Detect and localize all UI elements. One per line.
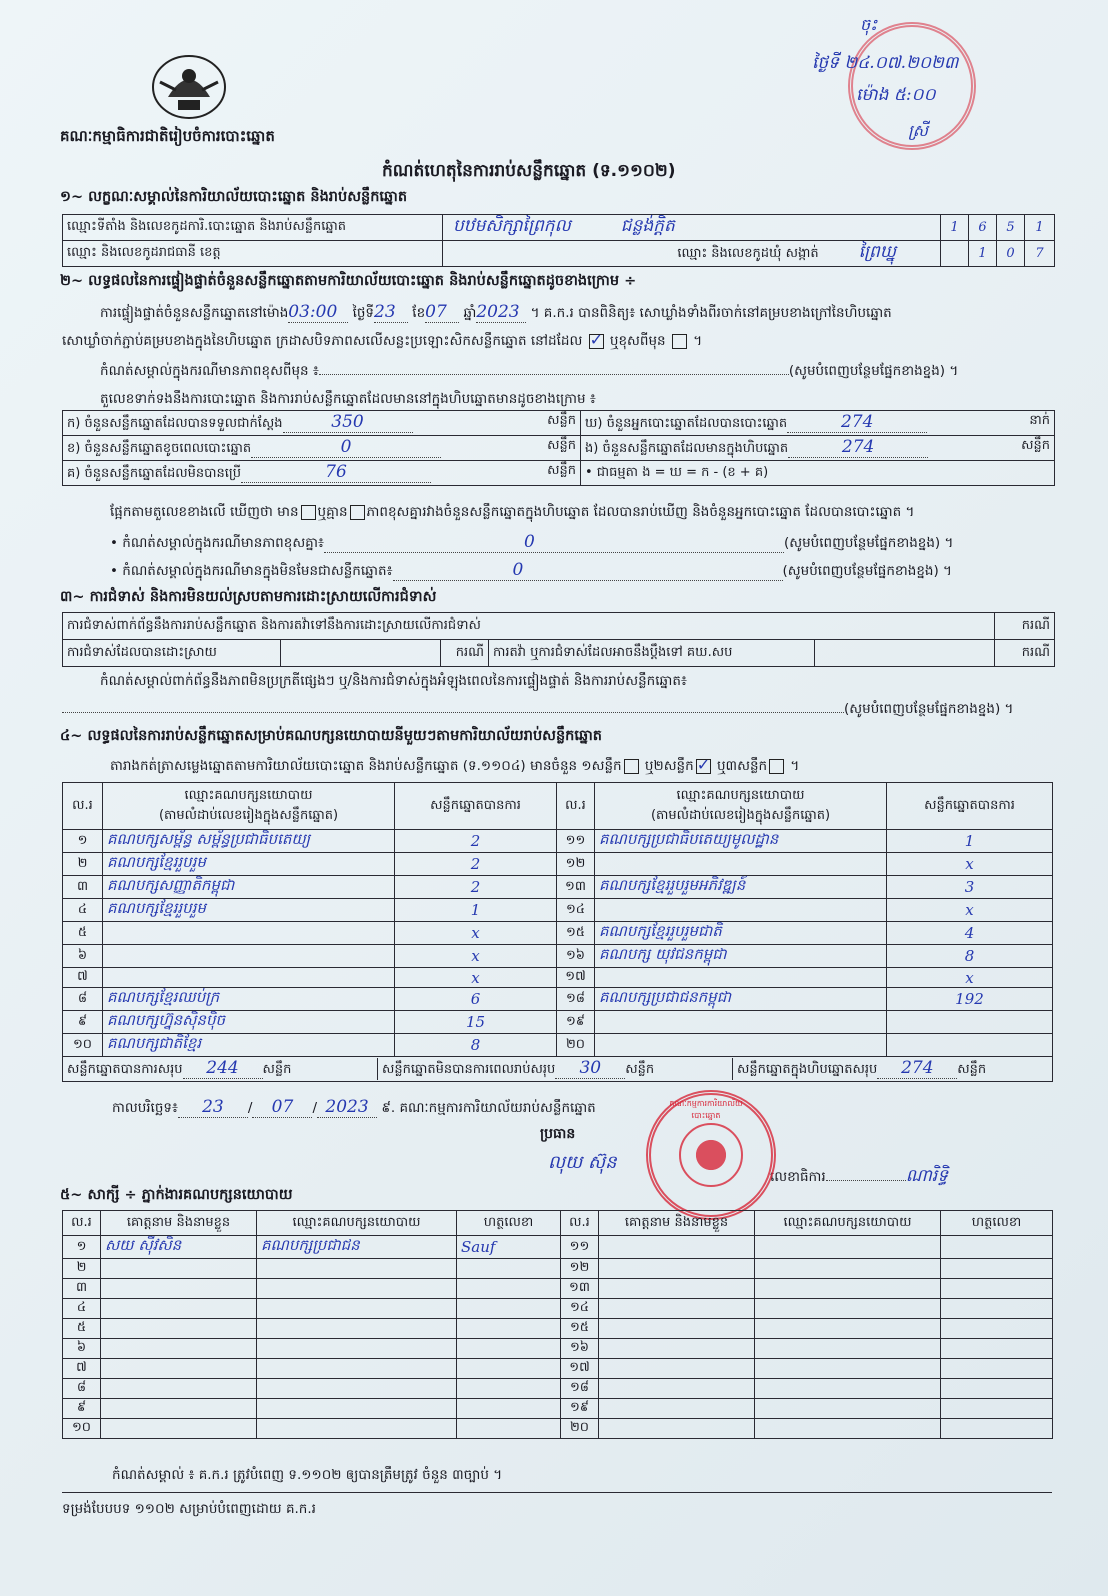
- witness-party: [257, 1379, 457, 1399]
- party-name: [595, 853, 887, 876]
- row-number: ១: [63, 830, 103, 853]
- no-difference-checkbox[interactable]: [350, 505, 365, 520]
- seal-paragraph: សោឃ្លាំចាក់ភ្ជាប់គម្របខាងក្នុងនៃហិបឆ្នោត ក្រដាសបិទភាពសលើសន្លះប្រឡោះសិកសន្លឹកឆ្នោត នៅដដែល ✓ ឬខុសពីមុន ។: [62, 332, 702, 352]
- row-number: ៦: [63, 1339, 101, 1359]
- table-row: [63, 1236, 1053, 1259]
- party-name: [595, 1034, 887, 1057]
- valid-votes: x: [395, 922, 557, 945]
- row-number: ១៩: [557, 1011, 595, 1034]
- valid-votes: 6: [395, 988, 557, 1011]
- site-code-1: 1: [941, 215, 969, 241]
- appeal-label: ការតវ៉ា ឬការជំទាស់ដែលអាចនឹងប្ដឹងទៅ គឃ.សប: [489, 640, 815, 667]
- party-name: គណបក្សប្រជាជនកម្ពុជា: [595, 988, 887, 1011]
- row-number: ១២: [557, 853, 595, 876]
- commune-name: ព្រៃឃ្នុ: [858, 242, 897, 262]
- party-name: គណបក្សជាតិខ្មែរ: [103, 1034, 395, 1057]
- row-number: ៩: [63, 1399, 101, 1419]
- valid-votes: 2: [395, 876, 557, 899]
- witness-name: [101, 1279, 257, 1299]
- irregularity-note-line: (សូមបំពេញបន្ថែមផ្នែកខាងខ្នង) ។: [62, 700, 1013, 720]
- same-as-before-checkbox[interactable]: [589, 334, 604, 349]
- row-number: ១៧: [557, 968, 595, 988]
- site-label: ឈ្មោះទីតាំង និងលេខកូដការិ.បោះឆ្នោត និងរាប់សន្លឹកឆ្នោត: [63, 215, 443, 241]
- party-name: គណបក្សខ្មែរឈប់ក្រ: [103, 988, 395, 1011]
- witness-signature: [941, 1259, 1053, 1279]
- party-name: [103, 922, 395, 945]
- witness-party: [755, 1359, 941, 1379]
- party-name: គណបក្សហ្វ៊ុនស៊ិនប៉ិច: [103, 1011, 395, 1034]
- verify-day: 23: [374, 302, 408, 323]
- witness-signature: [941, 1319, 1053, 1339]
- complaints-table: ការជំទាស់ពាក់ព័ន្ធនឹងការរាប់សន្លឹកឆ្នោត និងការតវ៉ាទៅនឹងការដោះស្រាយលើការជំទាស់ ករណី ការជំទាស់ដែលបានដោះស្រាយ ករណី ការតវ៉ា ឬការជំទាស់ដែលអាចនឹងប្ដឹងទៅ គឃ.សប ករណី: [62, 612, 1055, 667]
- witness-party: [257, 1279, 457, 1299]
- witness-name: [101, 1299, 257, 1319]
- verify-year: 2023: [476, 302, 526, 323]
- stamp-line1: ចុះ: [860, 15, 878, 34]
- row-number: ១១: [557, 830, 595, 853]
- witness-name: [101, 1259, 257, 1279]
- received-ballots: 350: [283, 412, 413, 433]
- valid-votes: 8: [395, 1034, 557, 1057]
- witness-signature: [941, 1339, 1053, 1359]
- table-row: [63, 1399, 1053, 1419]
- witness-name: [599, 1339, 755, 1359]
- witness-signature: [457, 1279, 561, 1299]
- commune-code-3: 7: [1025, 241, 1055, 267]
- section1-table: [62, 214, 1055, 267]
- stamp-date: ថ្ងៃទី ២៤.០៧.២០២៣: [812, 53, 959, 73]
- witness-name: [599, 1379, 755, 1399]
- table-row: [63, 1359, 1053, 1379]
- witness-party: [755, 1399, 941, 1419]
- witness-name: [599, 1359, 755, 1379]
- difference-note: កំណត់សម្គាល់ក្នុងករណីមានភាពខុសពីមុន ៖ (សូមបំពេញបន្ថែមផ្នែកខាងខ្នង) ។: [100, 363, 959, 379]
- figures-row: ក) ចំនួនសន្លឹកឆ្នោតដែលបានទទួលជាក់ស្ដែង 350 សន្លឹក ឃ) ចំនួនអ្នកបោះឆ្នោតដែលបានបោះឆ្នោត 274 នាក់: [63, 411, 1055, 436]
- official-seal-text: គណៈកម្មការការិយាល័យបោះឆ្នោត: [669, 1099, 743, 1120]
- witness-party: [257, 1319, 457, 1339]
- valid-votes: 8: [887, 945, 1053, 968]
- table-row: [63, 1299, 1053, 1319]
- formula: • ជាធម្មតា ង = ឃ = ក - (ខ + គ): [585, 464, 769, 480]
- row-number: ២០: [557, 1034, 595, 1057]
- table-row: [63, 899, 1053, 922]
- row-number: ៦: [63, 945, 103, 968]
- table-row: [63, 1011, 1053, 1034]
- commune-code-1: 1: [969, 241, 997, 267]
- witness-name: [599, 1236, 755, 1259]
- row-number: ១៤: [557, 899, 595, 922]
- valid-votes: 2: [395, 830, 557, 853]
- row-number: ១: [63, 1236, 101, 1259]
- witness-signature: [941, 1299, 1053, 1319]
- witness-party: [257, 1359, 457, 1379]
- province-label: ឈ្មោះ និងលេខកូដរាជធានី ខេត្ត: [63, 241, 443, 267]
- total-invalid-votes: 30: [555, 1058, 625, 1079]
- valid-votes: [887, 1011, 1053, 1034]
- row-number: ៨: [63, 1379, 101, 1399]
- site-name: បឋមសិក្សាព្រៃកុល: [453, 216, 571, 236]
- witness-signature: [457, 1319, 561, 1339]
- irregularity-note: កំណត់សម្គាល់ពាក់ព័ន្ធនឹងភាពមិនប្រក្រតីផ្សេងៗ ឬ/និងការជំទាស់ក្នុងអំឡុងពេលនៃការផ្ទៀងផ្ទាត់ និងការរាប់សន្លឹកឆ្នោត៖: [100, 673, 687, 689]
- valid-votes: 1: [887, 830, 1053, 853]
- row-number: ២: [63, 853, 103, 876]
- row-number: ៥: [63, 1319, 101, 1339]
- valid-votes: [887, 1034, 1053, 1057]
- unused-ballots: 76: [241, 462, 431, 483]
- witness-party: [257, 1339, 457, 1359]
- table-row: [63, 968, 1053, 988]
- nec-emblem-icon: [148, 52, 230, 122]
- witness-signature: Sauf: [457, 1236, 561, 1259]
- section5-heading: ៥~ សាក្សី ÷ ភ្នាក់ងារគណបក្សនយោបាយ: [60, 1187, 293, 1203]
- figures-row: គ) ចំនួនសន្លឹកឆ្នោតដែលមិនបានប្រើ 76 សន្លឹក • ជាធម្មតា ង = ឃ = ក - (ខ + គ): [63, 461, 1055, 486]
- valid-votes: x: [887, 853, 1053, 876]
- table-row: [63, 945, 1053, 968]
- stamp-time: ម៉ោង ៥:០០: [856, 85, 936, 105]
- witness-party: [755, 1236, 941, 1259]
- section4-heading: ៤~ លទ្ធផលនៃការរាប់សន្លឹកឆ្នោតសម្រាប់គណបក្សនយោបាយនីមួយៗតាមការិយាល័យរាប់សន្លឹកឆ្នោត: [60, 728, 602, 744]
- witness-party: [257, 1419, 457, 1439]
- row-number: ១៥: [561, 1319, 599, 1339]
- complaints-row1: ការជំទាស់ពាក់ព័ន្ធនឹងការរាប់សន្លឹកឆ្នោត និងការតវ៉ាទៅនឹងការដោះស្រាយលើការជំទាស់: [63, 613, 995, 640]
- witness-party: [755, 1279, 941, 1299]
- witness-party: [755, 1259, 941, 1279]
- party-name: គណបក្សខ្មែររួបរួមអភិវឌ្ឍន៍: [595, 876, 887, 899]
- row-number: ៩: [63, 1011, 103, 1034]
- verify-month: 07: [425, 302, 459, 323]
- witness-name: [599, 1259, 755, 1279]
- verify-paragraph: ការផ្ទៀងផ្ទាត់ចំនួនសន្លឹកឆ្នោតនៅម៉ោង03:00 ថ្ងៃទី23 ខែ07 ឆ្នាំ2023 ។ គ.ក.រ បានពិនិត្យ៖ សោឃ្លាំងទាំងពីរចាក់នៅគម្របខាងក្រៅនៃហិបឆ្នោត: [100, 302, 892, 322]
- two-sheets-checkbox[interactable]: [696, 759, 711, 774]
- totals-row: សន្លឹកឆ្នោតបានការសរុប 244 សន្លឹក សន្លឹកឆ្នោតមិនបានការពេលរាប់សរុប 30 សន្លឹក សន្លឹកឆ្នោតក្នុងហិបឆ្នោតសរុប 274 សន្លឹក: [63, 1057, 1053, 1082]
- witness-signature: [457, 1339, 561, 1359]
- table-row: [63, 922, 1053, 945]
- section5-note: កំណត់សម្គាល់ ៖ គ.ក.រ ត្រូវបំពេញ ទ.១១០២ ឲ្យបានត្រឹមត្រូវ ចំនួន ៣ច្បាប់ ។: [112, 1467, 503, 1483]
- party-name: [595, 899, 887, 922]
- site-code-2: 6: [969, 215, 997, 241]
- valid-votes: 1: [395, 899, 557, 922]
- party-name: [595, 968, 887, 988]
- witness-name: សយ ស៊ីវសិន: [101, 1236, 257, 1259]
- witness-signature: [457, 1259, 561, 1279]
- witness-signature: [457, 1379, 561, 1399]
- secretary-line: លេខាធិការ ណារិទ្ធិ: [770, 1166, 949, 1186]
- witness-party: [755, 1319, 941, 1339]
- secretary-signature: ណារិទ្ធិ: [905, 1166, 949, 1186]
- table-row: [63, 1339, 1053, 1359]
- witness-name: [101, 1359, 257, 1379]
- witness-table: ល.រ គោត្តនាម និងនាមខ្លួន ឈ្មោះគណបក្សនយោបាយ ហត្ថលេខា ល.រ គោត្តនាម និងនាមខ្លួន ឈ្មោះគណបក្សនយោបាយ ហត្ថលេខា ១ សយ ស៊ីវសិន គណបក្សប្រជាជន Sauf ១១ ២ ១២ ៣ ១៣ ៤ ១៤ ៥ ១៥ ៦ ១៦ ៧ ១៧ ៨ ១៨ ៩ ១៩ ១០ ២០: [62, 1210, 1053, 1439]
- row-number: ១០: [63, 1034, 103, 1057]
- witness-name: [101, 1419, 257, 1439]
- one-sheet-checkbox[interactable]: [624, 759, 639, 774]
- table-row: [63, 1379, 1053, 1399]
- row-number: ៧: [63, 1359, 101, 1379]
- table-row: [63, 853, 1053, 876]
- resolved-label: ការជំទាស់ដែលបានដោះស្រាយ: [63, 640, 281, 667]
- row-number: ១៥: [557, 922, 595, 945]
- site-code-3: 5: [997, 215, 1025, 241]
- spoiled-ballots: 0: [251, 437, 441, 458]
- valid-votes: 2: [395, 853, 557, 876]
- witness-party: [257, 1259, 457, 1279]
- party-name: [595, 1011, 887, 1034]
- party-name: គណបក្សខ្មែររួបរួម: [103, 853, 395, 876]
- witness-name: [599, 1299, 755, 1319]
- different-checkbox[interactable]: [672, 334, 687, 349]
- commune-code-2: 0: [997, 241, 1025, 267]
- party-name: គណបក្សសម្ព័ន្ធ សម្ព័ន្ធប្រជាធិបតេយ្យ: [103, 830, 395, 853]
- section2-heading: ២~ លទ្ធផលនៃការផ្ទៀងផ្ទាត់ចំនួនសន្លឹកឆ្នោតតាមការិយាល័យបោះឆ្នោត និងរាប់សន្លឹកឆ្នោតដូចខាងក្រោម ÷: [60, 273, 637, 289]
- commune-label: ឈ្មោះ និងលេខកូដឃុំ សង្កាត់: [677, 246, 819, 261]
- row-number: ១៨: [561, 1379, 599, 1399]
- table-row: [63, 1259, 1053, 1279]
- party-name: គណបក្សប្រជាធិបតេយ្យមូលដ្ឋាន: [595, 830, 887, 853]
- table-row: [63, 876, 1053, 899]
- table-row: [63, 1279, 1053, 1299]
- witness-name: [101, 1319, 257, 1339]
- witness-party: [755, 1339, 941, 1359]
- row-number: ១១: [561, 1236, 599, 1259]
- verify-time: 03:00: [288, 302, 348, 323]
- witness-party: [257, 1299, 457, 1319]
- row-number: ១៣: [557, 876, 595, 899]
- row-number: ៤: [63, 1299, 101, 1319]
- witness-name: [101, 1339, 257, 1359]
- table-row: [63, 1319, 1053, 1339]
- difference-statement: ផ្អែកតាមតួលេខខាងលើ ឃើញថា មាន ឬគ្មាន ភាពខុសគ្នារវាងចំនួនសន្លឹកឆ្នោតក្នុងហិបឆ្នោត ដែលបានរាប់ឃើញ និងចំនួនអ្នកបោះឆ្នោត ដែលបានបោះឆ្នោត ។: [110, 504, 915, 520]
- sheets-count-line: តារាងកត់ត្រាសម្លេងឆ្នោតតាមការិយាល័យបោះឆ្នោត និងរាប់សន្លឹកឆ្នោត (ទ.១១០៤) មានចំនួន ១សន្លឹក ឬ២សន្លឹក✓ ឬ៣សន្លឹក ។: [110, 757, 799, 777]
- party-name: [103, 945, 395, 968]
- witness-name: [599, 1319, 755, 1339]
- has-difference-checkbox[interactable]: [301, 505, 316, 520]
- valid-votes: x: [887, 899, 1053, 922]
- witness-party: [755, 1379, 941, 1399]
- valid-votes: x: [887, 968, 1053, 988]
- committee-name: គណៈកម្មាធិការជាតិរៀបចំការបោះឆ្នោត: [60, 127, 275, 145]
- party-name: គណបក្សខ្មែររួបរួមជាតិ: [595, 922, 887, 945]
- figures-intro: តួលេខទាក់ទងនឹងការបោះឆ្នោត និងការរាប់សន្លឹកឆ្នោតដែលមាននៅក្នុងហិបឆ្នោតមានដូចខាងក្រោម ៖: [100, 391, 596, 407]
- table-row: [63, 988, 1053, 1011]
- row-number: ១៣: [561, 1279, 599, 1299]
- total-ballots-in-box: 274: [877, 1058, 957, 1079]
- party-name: [103, 968, 395, 988]
- witness-party: [755, 1419, 941, 1439]
- row-number: ១៨: [557, 988, 595, 1011]
- witness-name: [599, 1419, 755, 1439]
- valid-votes: x: [395, 968, 557, 988]
- chair-signature: លុយ ស៊ុន: [548, 1152, 617, 1173]
- row-number: ១៤: [561, 1299, 599, 1319]
- witness-name: [101, 1399, 257, 1419]
- site-code-4: 1: [1025, 215, 1055, 241]
- row-number: ៥: [63, 922, 103, 945]
- chair-label: ប្រធាន: [540, 1126, 576, 1142]
- row-number: ៧: [63, 968, 103, 988]
- witness-signature: [941, 1419, 1053, 1439]
- witness-name: [599, 1279, 755, 1299]
- section1-heading: ១~ លក្ខណៈសម្គាល់នៃការិយាល័យបោះឆ្នោត និងរាប់សន្លឹកឆ្នោត: [60, 189, 408, 205]
- witness-name: [101, 1379, 257, 1399]
- section3-heading: ៣~ ការជំទាស់ និងការមិនយល់ស្របតាមការដោះស្រាយលើការជំទាស់: [60, 589, 437, 605]
- party-name: គណបក្សខ្មែររួបរួម: [103, 899, 395, 922]
- witness-signature: [941, 1359, 1053, 1379]
- row-number: ៣: [63, 1279, 101, 1299]
- party-name: គណបក្សសញ្ញាតិកម្ពុជា: [103, 876, 395, 899]
- total-valid-votes: 244: [183, 1058, 263, 1079]
- witness-party: [257, 1399, 457, 1419]
- witness-name: [599, 1399, 755, 1419]
- witness-signature: [941, 1279, 1053, 1299]
- row-number: ១៩: [561, 1399, 599, 1419]
- voters-count: 274: [787, 412, 927, 433]
- form-title: កំណត់ហេតុនៃការរាប់សន្លឹកឆ្នោត (ទ.១១០២): [382, 161, 676, 181]
- row-number: ១០: [63, 1419, 101, 1439]
- witness-signature: [457, 1359, 561, 1379]
- witness-signature: [457, 1419, 561, 1439]
- note-nonballot: • កំណត់សម្គាល់ក្នុងករណីមានក្នុងមិនមែនជាសន្លឹកឆ្នោត៖ 0 (សូមបំពេញបន្ថែមផ្នែកខាងខ្នង) ។: [110, 560, 952, 580]
- valid-votes: 3: [887, 876, 1053, 899]
- witness-party: គណបក្សប្រជាជន: [257, 1236, 457, 1259]
- witness-signature: [941, 1379, 1053, 1399]
- table-row: [63, 1419, 1053, 1439]
- witness-party: [755, 1299, 941, 1319]
- ballots-in-box: 274: [788, 437, 928, 458]
- party-name: គណបក្ស យុវជនកម្ពុជា: [595, 945, 887, 968]
- site-name-2: ជន្លង់ក្តិត: [620, 216, 675, 236]
- row-number: ៤: [63, 899, 103, 922]
- table-row: [63, 1034, 1053, 1057]
- row-number: ៣: [63, 876, 103, 899]
- valid-votes: 192: [887, 988, 1053, 1011]
- witness-signature: [457, 1299, 561, 1319]
- row-number: ៨: [63, 988, 103, 1011]
- figures-row: ខ) ចំនួនសន្លឹកឆ្នោតខូចពេលបោះឆ្នោត 0 សន្លឹក ង) ចំនួនសន្លឹកឆ្នោតដែលមានក្នុងហិបឆ្នោត 274 សន្លឹក: [63, 436, 1055, 461]
- figures-table: [62, 410, 1055, 486]
- table-row: [63, 830, 1053, 853]
- signing-date: កាលបរិច្ឆេទ៖ 23 / 07 / 2023 ៩. គណៈកម្មការការិយាល័យរាប់សន្លឹកឆ្នោត: [112, 1097, 596, 1117]
- row-number: ១៦: [561, 1339, 599, 1359]
- results-table: ល.រ ឈ្មោះគណបក្សនយោបាយ (តាមលំដាប់លេខរៀងក្នុងសន្លឹកឆ្នោត) សន្លឹកឆ្នោតបានការ ល.រ ឈ្មោះគណបក្សនយោបាយ (តាមលំដាប់លេខរៀងក្នុងសន្លឹកឆ្នោត) សន្លឹកឆ្នោតបានការ ១ គណបក្សសម្ព័ន្ធ សម្ព័ន្ធប្រជាធិបតេយ្យ 2 ១១ គណបក្សប្រជាធិបតេយ្យមូលដ្ឋាន 1 ២ គណបក្សខ្មែររួបរួម 2 ១២ x ៣ គណបក្សសញ្ញាតិកម្ពុជា 2 ១៣ គណបក្សខ្មែររួបរួមអភិវឌ្ឍន៍ 3 ៤ គណបក្សខ្មែររួបរួម 1 ១៤ x ៥ x ១៥ គណបក្សខ្មែររួបរួមជាតិ 4 ៦ x ១៦ គណបក្ស យុវជនកម្ពុជា 8 ៧ x ១៧ x ៨ គណបក្សខ្មែរឈប់ក្រ 6 ១៨ គណបក្សប្រជាជនកម្ពុជា 192 ៩ គណបក្សហ្វ៊ុនស៊ិនប៉ិច 15 ១៩ ១០ គណបក្សជាតិខ្មែរ 8 ២០ សន្លឹកឆ្នោតបានការសរុប 244 សន្លឹក សន្លឹកឆ្នោតមិនបានការពេលរាប់សរុប 30 សន្លឹក សន្លឹកឆ្នោតក្នុងហិបឆ្នោតសរុប 274 សន្លឹក: [62, 782, 1053, 1082]
- valid-votes: 4: [887, 922, 1053, 945]
- witness-signature: [457, 1399, 561, 1419]
- three-sheets-checkbox[interactable]: [769, 759, 784, 774]
- row-number: ១២: [561, 1259, 599, 1279]
- witness-signature: [941, 1399, 1053, 1419]
- row-number: ១៦: [557, 945, 595, 968]
- footer-note: ទម្រង់បែបបទ ១១០២ សម្រាប់បំពេញដោយ គ.ក.រ: [62, 1501, 316, 1517]
- row-number: ១៧: [561, 1359, 599, 1379]
- row-number: ២០: [561, 1419, 599, 1439]
- valid-votes: x: [395, 945, 557, 968]
- row-number: ២: [63, 1259, 101, 1279]
- valid-votes: 15: [395, 1011, 557, 1034]
- witness-signature: [941, 1236, 1053, 1259]
- stamp-signature: ស្រី: [908, 121, 928, 140]
- note-difference: • កំណត់សម្គាល់ក្នុងករណីមានភាពខុសគ្នា៖ 0 (សូមបំពេញបន្ថែមផ្នែកខាងខ្នង) ។: [110, 532, 954, 552]
